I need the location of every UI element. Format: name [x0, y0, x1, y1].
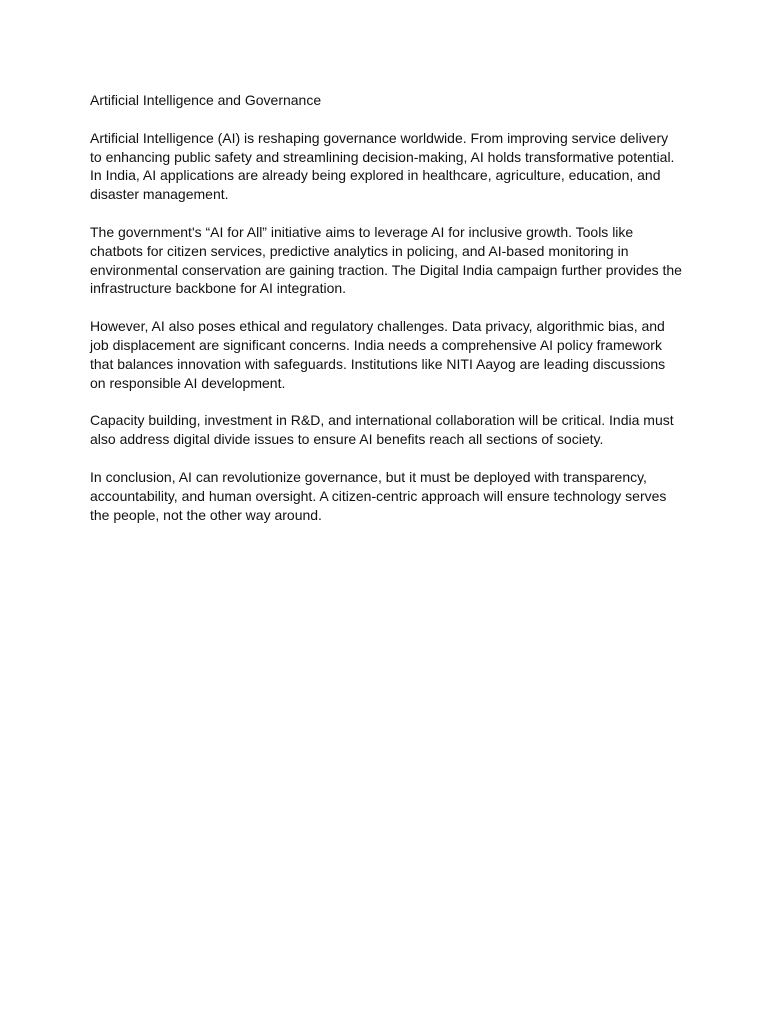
paragraph-challenges: However, AI also poses ethical and regulatory challenges. Data privacy, algorithmic bias, and job displacement are significant concerns. India needs a comprehensive AI policy framework that balances innovation with safeguards. Institutions like NITI Aayog are leading discussions on responsible AI development. [90, 318, 666, 391]
paragraph-conclusion: In conclusion, AI can revolutionize governance, but it must be deployed with transparency, accountability, and human oversight. A citizen-centric approach will ensure technology serves the people, not the other way around. [90, 468, 667, 523]
paragraph-intro: Artificial Intelligence (AI) is reshaping governance worldwide. From improving service delivery to enhancing public safety and streamlining decision-making, AI holds transformative potential. In India, AI applications are already being explored in healthcare, agriculture, education, and disaster management. [90, 129, 675, 203]
paragraph-ai-for-all: The government's “AI for All” initiative aims to leverage AI for inclusive growth. Tools like chatbots for citizen services, predictive analytics in policing, and AI-based monitoring in environmental conservation are gaining traction. The Digital India campaign further provides the infrastructure backbone for AI integration. [90, 223, 682, 297]
document-page [90, 91, 682, 543]
paragraph-capacity-building: Capacity building, investment in R&D, and international collaboration will be critical. India must also address digital divide issues to ensure AI benefits reach all sections of society. [90, 412, 674, 448]
document-title: Artificial Intelligence and Governance [90, 92, 322, 108]
